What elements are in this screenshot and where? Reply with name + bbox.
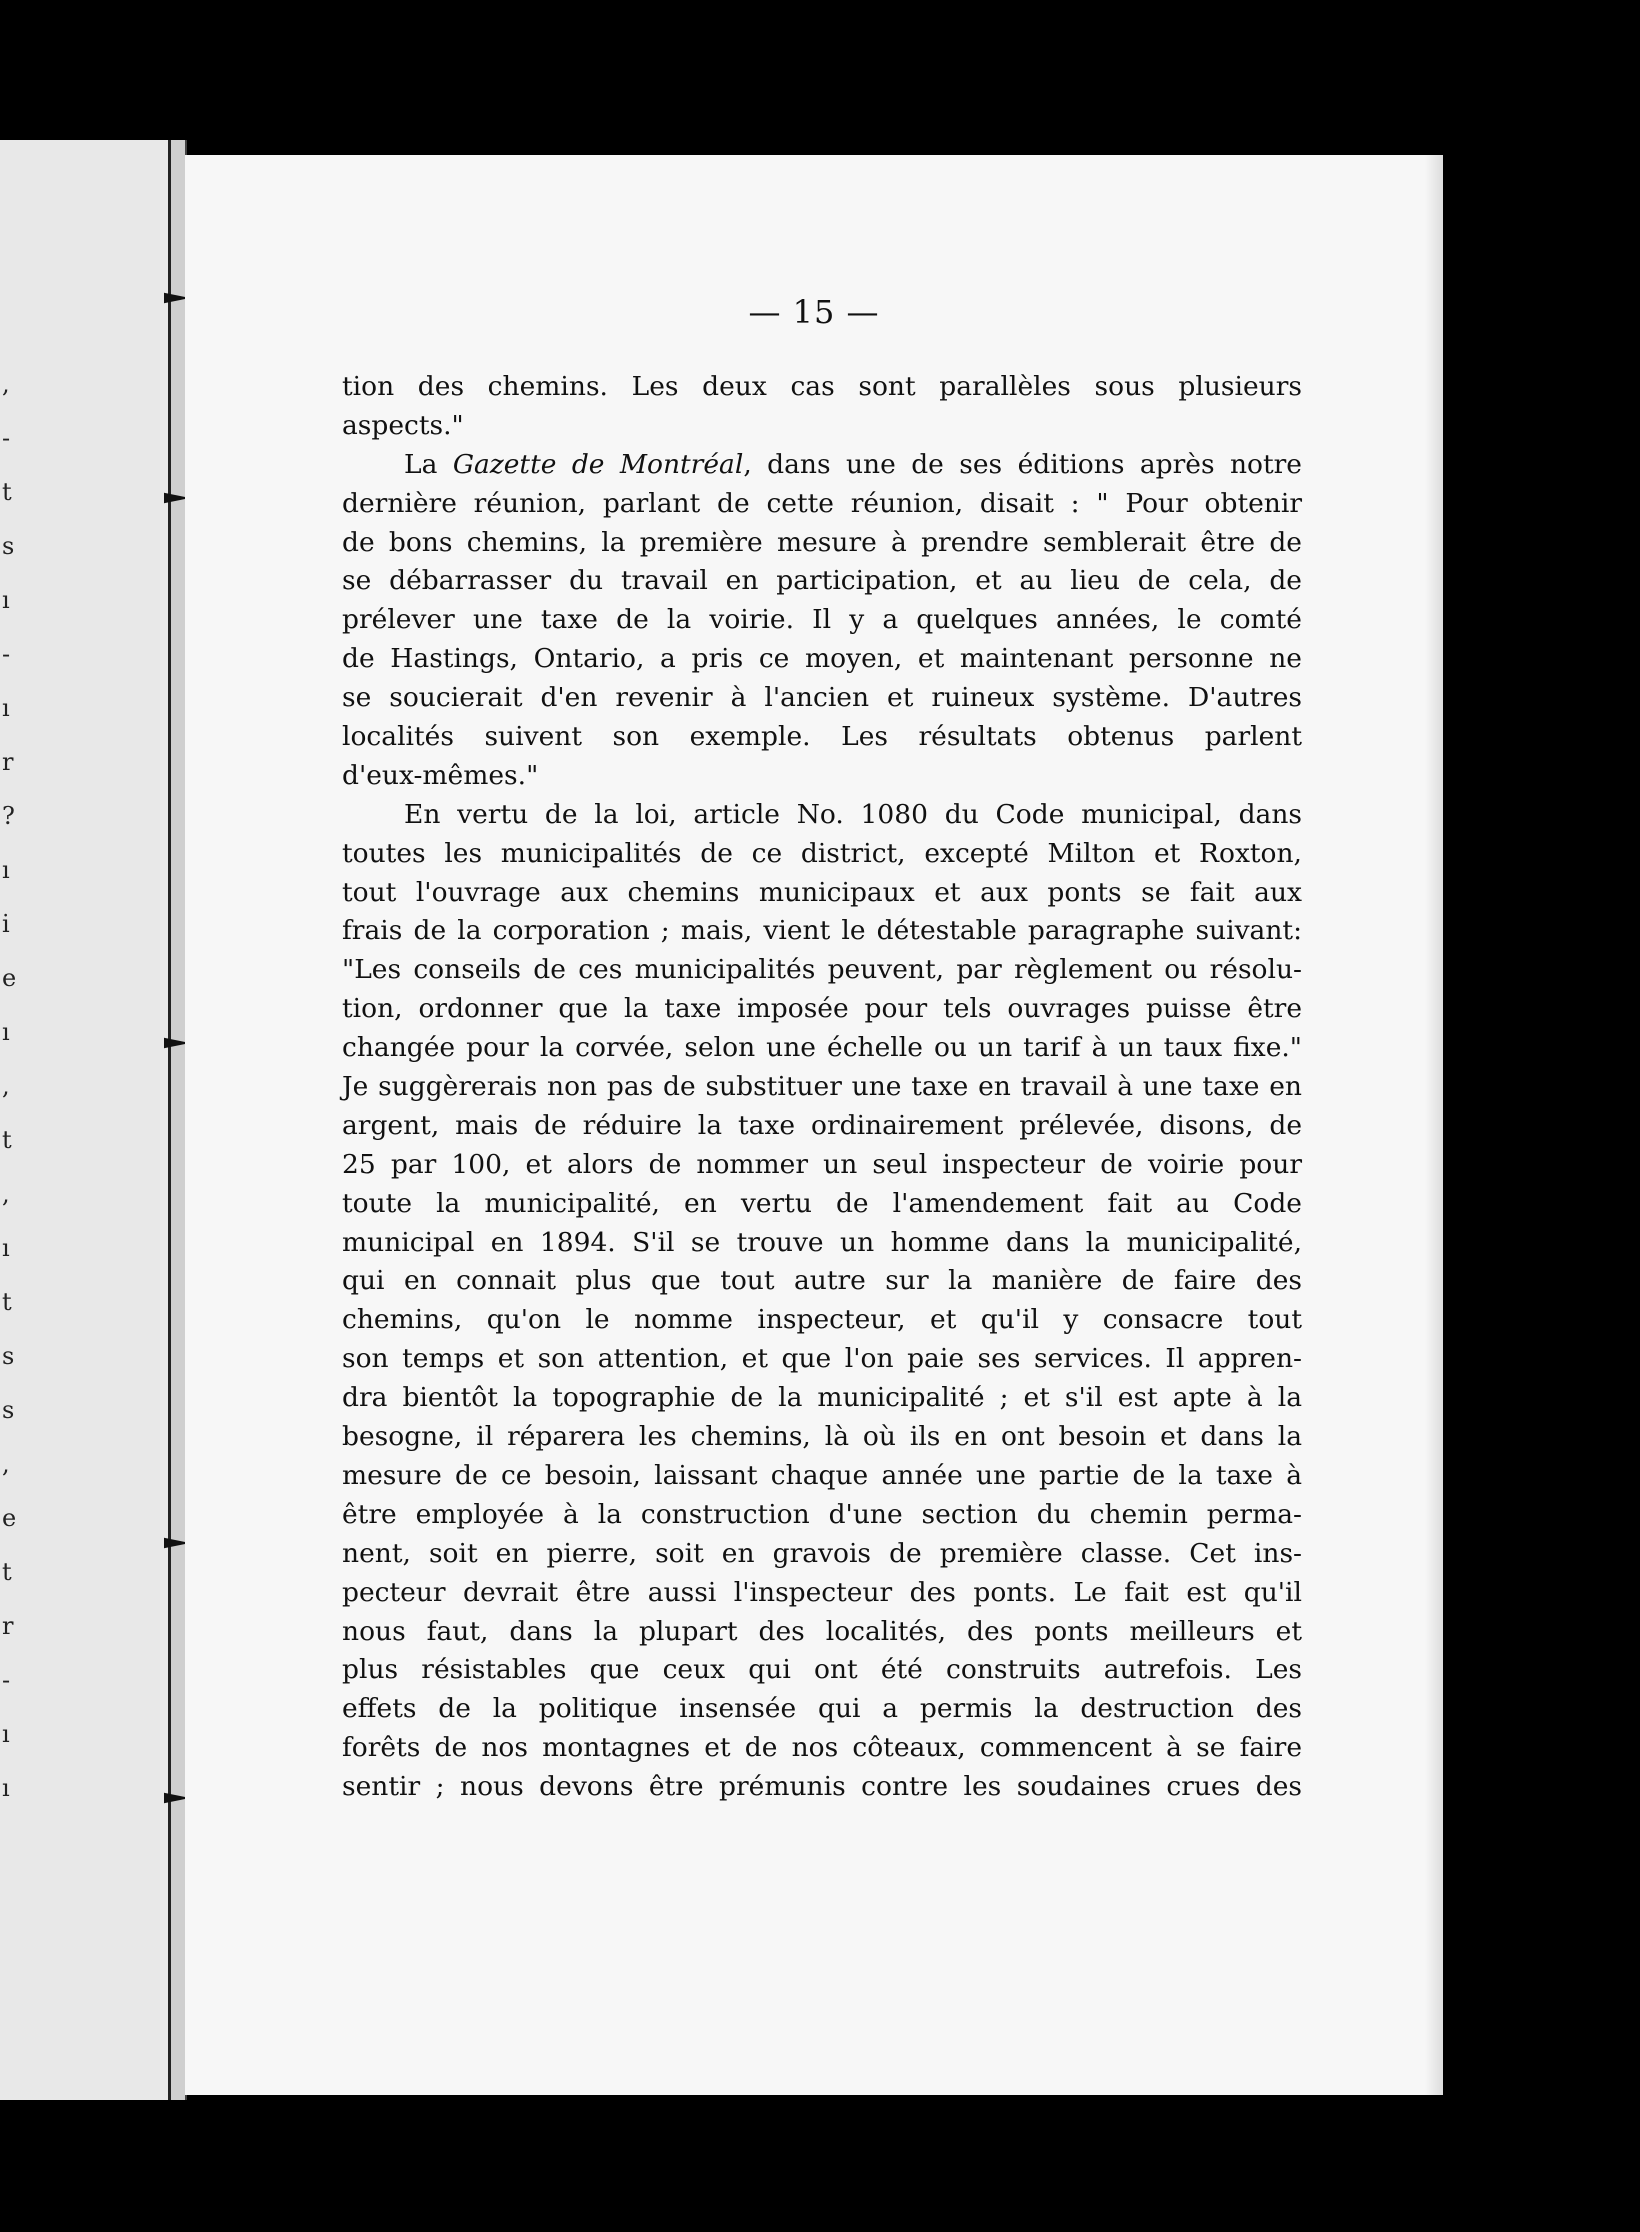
edge-character: -	[2, 1666, 11, 1694]
edge-character: ı	[2, 1018, 10, 1046]
edge-character: ,	[2, 1180, 10, 1208]
edge-character: i	[2, 910, 10, 938]
text-line: besogne, il réparera les chemins, là où ils en ont besoin et dans la	[342, 1421, 1302, 1453]
edge-character: t	[2, 1288, 12, 1316]
text-line: tout l'ouvrage aux chemins municipaux et aux ponts se fait aux	[342, 876, 1302, 908]
text-line: dernière réunion, parlant de cette réunion, disait : " Pour obtenir	[342, 487, 1302, 519]
edge-character: t	[2, 1126, 12, 1154]
edge-character: t	[2, 1558, 12, 1586]
text-line: être employée à la construction d'une section du chemin perma-	[342, 1498, 1302, 1530]
text-line: tion, ordonner que la taxe imposée pour tels ouvrages puisse être	[342, 993, 1302, 1025]
text-line: changée pour la corvée, selon une échelle ou un tarif à un taux fixe."	[342, 1032, 1302, 1064]
edge-character: ı	[2, 1234, 10, 1262]
text-line: Je suggèrerais non pas de substituer une taxe en travail à une taxe en	[342, 1071, 1302, 1103]
text-line: effets de la politique insensée qui a permis la destruction des	[342, 1693, 1302, 1725]
edge-character: ,	[2, 370, 10, 398]
text-line: son temps et son attention, et que l'on paie ses services. Il appren-	[342, 1343, 1302, 1375]
text-line: sentir ; nous devons être prémunis contre les soudaines crues des	[342, 1771, 1302, 1803]
text-line: forêts de nos montagnes et de nos côteaux, commencent à se faire	[342, 1732, 1302, 1764]
edge-character: -	[2, 424, 11, 452]
left-facing-page	[0, 140, 168, 2100]
text-line: toutes les municipalités de ce district, excepté Milton et Roxton,	[342, 837, 1302, 869]
text-line: tion des chemins. Les deux cas sont parallèles sous plusieurs	[342, 371, 1302, 402]
text-line: plus résistables que ceux qui ont été construits autrefois. Les	[342, 1654, 1302, 1686]
text-line: nent, soit en pierre, soit en gravois de première classe. Cet ins-	[342, 1537, 1302, 1569]
text-line: 25 par 100, et alors de nommer un seul inspecteur de voirie pour	[342, 1148, 1302, 1180]
text-line: aspects."	[342, 409, 464, 441]
edge-character: s	[2, 532, 15, 560]
text-line: toute la municipalité, en vertu de l'amendement fait au Code	[342, 1187, 1302, 1219]
newspaper-title: Gazette de Montréal	[452, 448, 744, 480]
edge-character: ,	[2, 1450, 10, 1478]
edge-character: e	[2, 1504, 17, 1532]
edge-character: ,	[2, 1072, 10, 1100]
text-line-segment: , dans une de ses éditions après notre	[743, 448, 1302, 480]
text-line	[342, 446, 1302, 485]
text-line: chemins, qu'on le nomme inspecteur, et qu'il y consacre tout	[342, 1304, 1302, 1336]
left-page-edge-characters	[0, 140, 20, 2100]
text-line-segment: La	[404, 448, 453, 480]
edge-character: ı	[2, 1720, 10, 1748]
text-line: argent, mais de réduire la taxe ordinairement prélevée, disons, de	[342, 1109, 1302, 1141]
text-line: de Hastings, Ontario, a pris ce moyen, et maintenant personne ne	[342, 643, 1302, 675]
book-page	[185, 155, 1443, 2095]
text-line: frais de la corporation ; mais, vient le détestable paragraphe suivant:	[342, 915, 1302, 947]
text-line: d'eux-mêmes."	[342, 759, 539, 791]
body-text	[342, 368, 1302, 1807]
edge-character: e	[2, 964, 17, 992]
page-number: — 15 —	[748, 293, 880, 331]
text-line: En vertu de la loi, article No. 1080 du Code municipal, dans	[404, 798, 1302, 830]
edge-character: ?	[2, 802, 15, 830]
text-line: "Les conseils de ces municipalités peuvent, par règlement ou résolu-	[342, 954, 1302, 986]
text-line: se débarrasser du travail en participation, et au lieu de cela, de	[342, 565, 1302, 597]
edge-character: r	[2, 1612, 14, 1640]
edge-character: ı	[2, 694, 10, 722]
edge-character: r	[2, 748, 14, 776]
text-line: prélever une taxe de la voirie. Il y a quelques années, le comté	[342, 604, 1302, 636]
text-line: se soucierait d'en revenir à l'ancien et ruineux système. D'autres	[342, 682, 1302, 714]
text-line: pecteur devrait être aussi l'inspecteur des ponts. Le fait est qu'il	[342, 1576, 1302, 1608]
edge-character: ı	[2, 1774, 10, 1802]
edge-character: ı	[2, 586, 10, 614]
text-line: de bons chemins, la première mesure à prendre semblerait être de	[342, 526, 1302, 558]
text-line: municipal en 1894. S'il se trouve un homme dans la municipalité,	[342, 1226, 1302, 1258]
text-line: qui en connait plus que tout autre sur la manière de faire des	[342, 1265, 1302, 1297]
edge-character: s	[2, 1342, 15, 1370]
edge-character: t	[2, 478, 12, 506]
text-line: nous faut, dans la plupart des localités, des ponts meilleurs et	[342, 1615, 1302, 1647]
edge-character: ı	[2, 856, 10, 884]
edge-character: -	[2, 640, 11, 668]
edge-character: s	[2, 1396, 15, 1424]
text-line: localités suivent son exemple. Les résultats obtenus parlent	[342, 721, 1302, 753]
text-line: mesure de ce besoin, laissant chaque année une partie de la taxe à	[342, 1459, 1302, 1491]
text-line: dra bientôt la topographie de la municipalité ; et s'il est apte à la	[342, 1382, 1302, 1414]
